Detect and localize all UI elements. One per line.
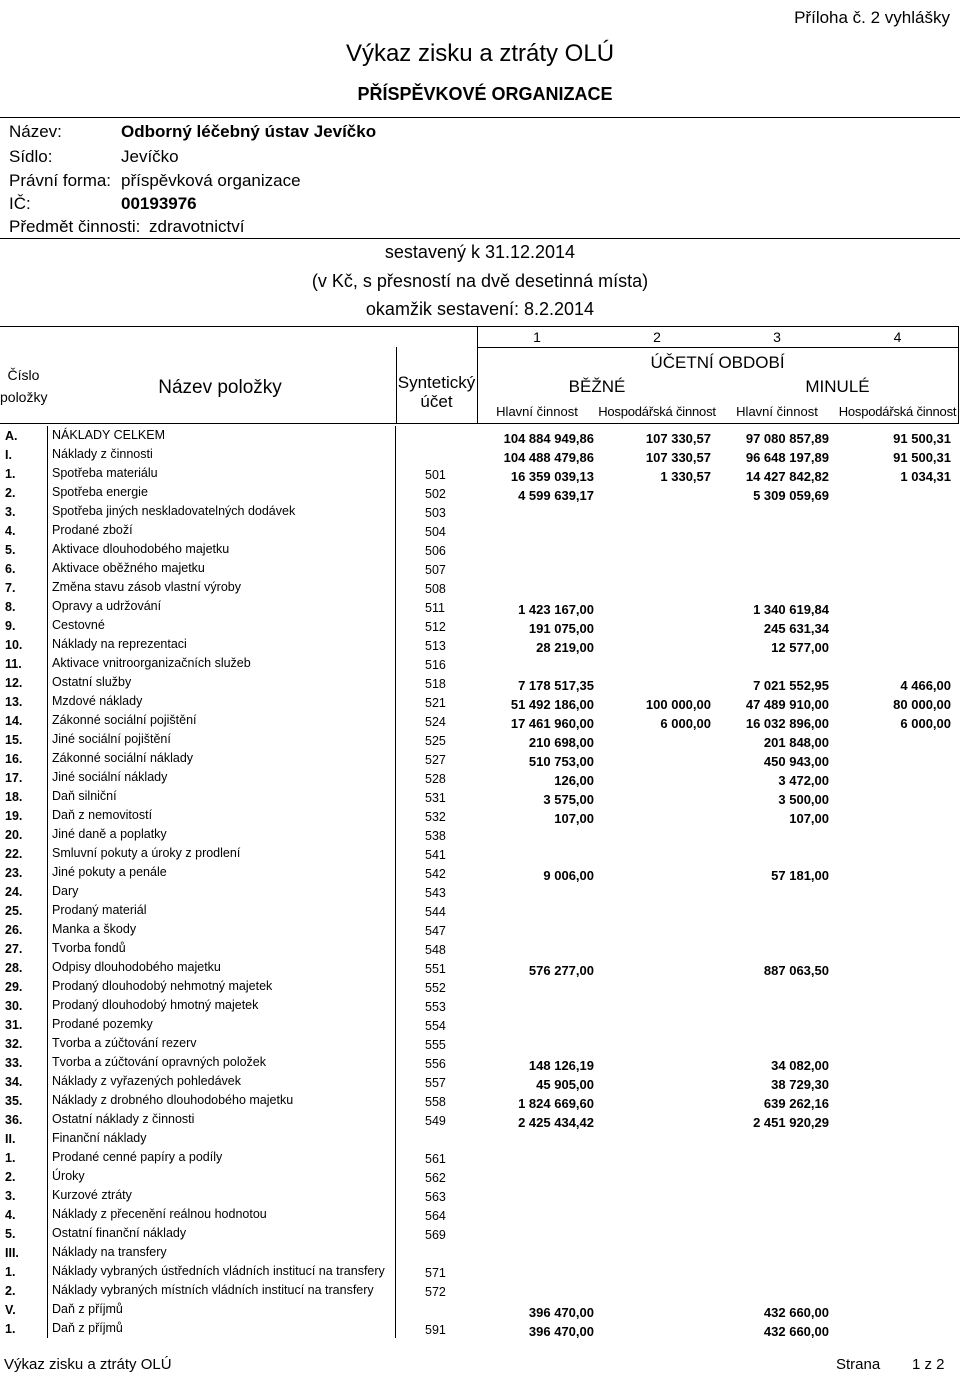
report-subtitle: PŘÍSPĚVKOVÉ ORGANIZACE bbox=[357, 84, 613, 104]
row-number: 31. bbox=[5, 1018, 23, 1032]
table-row bbox=[0, 958, 960, 977]
row-previous-economic: 1 034,31 bbox=[900, 469, 951, 484]
table-row bbox=[0, 1262, 960, 1281]
row-current-main: 2 425 434,42 bbox=[518, 1115, 594, 1130]
row-number: 30. bbox=[5, 999, 23, 1013]
row-name: Náklady z drobného dlouhodobého majetku bbox=[52, 1093, 294, 1107]
table-row bbox=[0, 540, 960, 559]
row-number: 6. bbox=[5, 562, 16, 576]
row-number: 26. bbox=[5, 923, 23, 937]
row-current-main: 7 178 517,35 bbox=[518, 678, 594, 693]
row-name: Aktivace oběžného majetku bbox=[52, 561, 205, 575]
row-name: Dary bbox=[52, 884, 79, 898]
row-account: 541 bbox=[425, 848, 446, 862]
row-name: NÁKLADY CELKEM bbox=[52, 428, 166, 442]
row-name: Náklady vybraných ústředních vládních institucí na transfery bbox=[52, 1264, 385, 1278]
row-account: 557 bbox=[425, 1076, 446, 1090]
row-number: 1. bbox=[5, 467, 16, 481]
org-activity-row bbox=[9, 217, 245, 237]
row-number: 19. bbox=[5, 809, 23, 823]
row-current-economic: 107 330,57 bbox=[645, 431, 711, 446]
row-name: Prodané zboží bbox=[52, 523, 133, 537]
org-activity-label: Předmět činnosti: bbox=[9, 217, 141, 236]
row-number: 22. bbox=[5, 847, 23, 861]
row-account: 563 bbox=[425, 1190, 446, 1204]
row-name: Cestovné bbox=[52, 618, 105, 632]
row-number: 8. bbox=[5, 600, 16, 614]
row-number: 17. bbox=[5, 771, 23, 785]
table-row bbox=[0, 806, 960, 825]
org-activity-value: zdravotnictví bbox=[149, 217, 245, 236]
row-previous-main: 245 631,34 bbox=[763, 621, 829, 636]
table-row bbox=[0, 1015, 960, 1034]
row-number: 4. bbox=[5, 524, 16, 538]
row-name: Jiné pokuty a penále bbox=[52, 865, 167, 879]
table-row bbox=[0, 882, 960, 901]
row-name: Zákonné sociální pojištění bbox=[52, 713, 197, 727]
row-current-main: 210 698,00 bbox=[528, 735, 594, 750]
row-previous-main: 201 848,00 bbox=[763, 735, 829, 750]
row-previous-main: 38 729,30 bbox=[771, 1077, 829, 1092]
table-row bbox=[0, 1243, 960, 1262]
row-previous-main: 887 063,50 bbox=[763, 963, 829, 978]
table-row bbox=[0, 1281, 960, 1300]
row-previous-main: 34 082,00 bbox=[771, 1058, 829, 1073]
row-account: 548 bbox=[425, 943, 446, 957]
row-current-main: 1 824 669,60 bbox=[518, 1096, 594, 1111]
row-number: 1. bbox=[5, 1151, 16, 1165]
row-account: 532 bbox=[425, 810, 446, 824]
footer-title: Výkaz zisku a ztráty OLÚ bbox=[4, 1356, 172, 1373]
row-name: Prodané cenné papíry a podíly bbox=[52, 1150, 223, 1164]
row-account: 547 bbox=[425, 924, 446, 938]
table-row bbox=[0, 559, 960, 578]
row-account: 503 bbox=[425, 506, 446, 520]
footer-page-value: 1 z 2 bbox=[912, 1356, 945, 1373]
row-previous-main: 432 660,00 bbox=[763, 1305, 829, 1320]
col-name-label: Název položky bbox=[158, 377, 282, 398]
row-account: 525 bbox=[425, 734, 446, 748]
row-account: 501 bbox=[425, 468, 446, 482]
row-number: 23. bbox=[5, 866, 23, 880]
row-number: 11. bbox=[5, 657, 22, 671]
row-number: 28. bbox=[5, 961, 23, 975]
row-name: Zákonné sociální náklady bbox=[52, 751, 194, 765]
table-row bbox=[0, 863, 960, 882]
table-row bbox=[0, 445, 960, 464]
col-number-label-2: položky bbox=[0, 389, 48, 405]
row-number: 16. bbox=[5, 752, 23, 766]
row-name: Prodaný dlouhodobý nehmotný majetek bbox=[52, 979, 273, 993]
table-row bbox=[0, 616, 960, 635]
row-current-main: 1 423 167,00 bbox=[518, 602, 594, 617]
col-account-label-2: účet bbox=[420, 392, 453, 411]
table-row bbox=[0, 749, 960, 768]
row-number: 14. bbox=[5, 714, 23, 728]
row-name: Daň z nemovitostí bbox=[52, 808, 153, 822]
previous-period-label: MINULÉ bbox=[805, 377, 870, 396]
row-name: Opravy a udržování bbox=[52, 599, 162, 613]
table-row bbox=[0, 730, 960, 749]
org-name-label: Název: bbox=[9, 122, 62, 141]
row-account: 521 bbox=[425, 696, 446, 710]
row-account: 508 bbox=[425, 582, 446, 596]
row-account: 562 bbox=[425, 1171, 446, 1185]
organization-info bbox=[0, 117, 960, 239]
row-name: Jiné sociální pojištění bbox=[52, 732, 171, 746]
row-name: Změna stavu zásob vlastní výroby bbox=[52, 580, 241, 594]
row-account: 518 bbox=[425, 677, 446, 691]
table-row bbox=[0, 1129, 960, 1148]
row-previous-main: 639 262,16 bbox=[763, 1096, 829, 1111]
row-previous-main: 432 660,00 bbox=[763, 1324, 829, 1339]
col-index-2: 2 bbox=[653, 329, 661, 345]
row-current-main: 28 219,00 bbox=[536, 640, 594, 655]
row-account: 528 bbox=[425, 772, 446, 786]
row-account: 549 bbox=[425, 1114, 446, 1128]
row-name: Prodaný dlouhodobý hmotný majetek bbox=[52, 998, 259, 1012]
org-ic-label: IČ: bbox=[9, 194, 31, 213]
row-account: 512 bbox=[425, 620, 446, 634]
row-account: 551 bbox=[425, 962, 446, 976]
row-number: 2. bbox=[5, 486, 16, 500]
row-name: Náklady z činnosti bbox=[52, 447, 153, 461]
row-number: 25. bbox=[5, 904, 23, 918]
row-account: 561 bbox=[425, 1152, 446, 1166]
table-row bbox=[0, 673, 960, 692]
row-number: 2. bbox=[5, 1170, 16, 1184]
row-previous-main: 1 340 619,84 bbox=[753, 602, 829, 617]
row-name: Jiné daně a poplatky bbox=[52, 827, 167, 841]
row-previous-main: 97 080 857,89 bbox=[745, 431, 829, 446]
row-number: 18. bbox=[5, 790, 23, 804]
row-number: II. bbox=[5, 1132, 16, 1146]
row-number: 24. bbox=[5, 885, 23, 899]
row-previous-main: 5 309 059,69 bbox=[753, 488, 829, 503]
row-account: 531 bbox=[425, 791, 446, 805]
table-row bbox=[0, 1034, 960, 1053]
row-previous-main: 3 472,00 bbox=[778, 773, 829, 788]
row-account: 544 bbox=[425, 905, 446, 919]
row-number: 33. bbox=[5, 1056, 23, 1070]
annex-label: Příloha č. 2 vyhlášky bbox=[794, 8, 950, 27]
row-previous-economic: 80 000,00 bbox=[893, 697, 951, 712]
row-number: 15. bbox=[5, 733, 23, 747]
row-account: 564 bbox=[425, 1209, 446, 1223]
row-account: 571 bbox=[425, 1266, 446, 1280]
row-previous-economic: 4 466,00 bbox=[900, 678, 951, 693]
table-row bbox=[0, 844, 960, 863]
row-name: Náklady vybraných místních vládních institucí na transfery bbox=[52, 1283, 374, 1297]
row-current-economic: 107 330,57 bbox=[645, 450, 711, 465]
org-seat-label: Sídlo: bbox=[9, 147, 53, 166]
org-seat-row bbox=[9, 147, 179, 167]
table-row bbox=[0, 597, 960, 616]
row-number: 13. bbox=[5, 695, 23, 709]
row-name: Aktivace dlouhodobého majetku bbox=[52, 542, 230, 556]
row-number: 10. bbox=[5, 638, 23, 652]
row-account: 504 bbox=[425, 525, 446, 539]
row-number: 9. bbox=[5, 619, 16, 633]
row-number: 3. bbox=[5, 1189, 16, 1203]
org-form-row bbox=[9, 171, 301, 191]
row-name: Tvorba a zúčtování opravných položek bbox=[52, 1055, 267, 1069]
row-number: 3. bbox=[5, 505, 16, 519]
table-row bbox=[0, 1319, 960, 1338]
row-current-main: 3 575,00 bbox=[543, 792, 594, 807]
row-previous-main: 2 451 920,29 bbox=[753, 1115, 829, 1130]
row-account: 542 bbox=[425, 867, 446, 881]
table-row bbox=[0, 635, 960, 654]
row-account: 572 bbox=[425, 1285, 446, 1299]
row-name: Spotřeba jiných neskladovatelných dodávek bbox=[52, 504, 296, 518]
row-name: Tvorba a zúčtování rezerv bbox=[52, 1036, 197, 1050]
row-current-main: 4 599 639,17 bbox=[518, 488, 594, 503]
row-name: Manka a škody bbox=[52, 922, 137, 936]
org-form-label: Právní forma: bbox=[9, 171, 112, 190]
col-index-1: 1 bbox=[533, 329, 541, 345]
org-ic-value: 00193976 bbox=[121, 194, 197, 213]
row-name: Prodané pozemky bbox=[52, 1017, 153, 1031]
table-row bbox=[0, 1224, 960, 1243]
row-previous-main: 107,00 bbox=[789, 811, 829, 826]
row-name: Odpisy dlouhodobého majetku bbox=[52, 960, 221, 974]
row-number: 27. bbox=[5, 942, 23, 956]
row-number: 4. bbox=[5, 1208, 16, 1222]
table-row bbox=[0, 1053, 960, 1072]
row-account: 552 bbox=[425, 981, 446, 995]
row-name: Tvorba fondů bbox=[52, 941, 126, 955]
row-account: 554 bbox=[425, 1019, 446, 1033]
table-row bbox=[0, 1186, 960, 1205]
row-account: 506 bbox=[425, 544, 446, 558]
row-previous-main: 47 489 910,00 bbox=[745, 697, 829, 712]
row-account: 516 bbox=[425, 658, 446, 672]
col-account-label-1: Syntetický bbox=[397, 373, 476, 392]
row-number: 34. bbox=[5, 1075, 23, 1089]
row-name: Ostatní náklady z činnosti bbox=[52, 1112, 195, 1126]
row-name: Kurzové ztráty bbox=[52, 1188, 132, 1202]
row-current-main: 9 006,00 bbox=[543, 868, 594, 883]
row-current-main: 148 126,19 bbox=[528, 1058, 594, 1073]
footer-page-label: Strana bbox=[836, 1356, 881, 1373]
row-name: Smluvní pokuty a úroky z prodlení bbox=[52, 846, 241, 860]
org-ic-row bbox=[9, 194, 197, 214]
table-row bbox=[0, 464, 960, 483]
row-number: A. bbox=[5, 429, 18, 443]
row-current-main: 104 884 949,86 bbox=[503, 431, 594, 446]
row-account: 502 bbox=[425, 487, 446, 501]
col-index-4: 4 bbox=[893, 329, 902, 345]
table-row bbox=[0, 578, 960, 597]
table-row bbox=[0, 1167, 960, 1186]
table-row bbox=[0, 1072, 960, 1091]
row-name: Finanční náklady bbox=[52, 1131, 147, 1145]
table-row bbox=[0, 711, 960, 730]
row-current-main: 51 492 186,00 bbox=[510, 697, 594, 712]
row-number: 12. bbox=[5, 676, 23, 690]
row-name: Spotřeba energie bbox=[52, 485, 148, 499]
row-previous-main: 16 032 896,00 bbox=[745, 716, 829, 731]
row-account: 569 bbox=[425, 1228, 446, 1242]
row-current-economic: 100 000,00 bbox=[645, 697, 711, 712]
row-account: 558 bbox=[425, 1095, 446, 1109]
row-previous-main: 57 181,00 bbox=[771, 868, 829, 883]
row-number: 5. bbox=[5, 1227, 16, 1241]
row-current-main: 107,00 bbox=[554, 811, 594, 826]
row-name: Spotřeba materiálu bbox=[52, 466, 158, 480]
compile-moment: okamžik sestavení: 8.2.2014 bbox=[365, 299, 595, 319]
row-name: Ostatní služby bbox=[52, 675, 132, 689]
row-current-main: 45 905,00 bbox=[536, 1077, 594, 1092]
current-main-activity: Hlavní činnost bbox=[496, 404, 578, 419]
col-number-label-1: Číslo bbox=[7, 367, 40, 383]
row-previous-main: 12 577,00 bbox=[771, 640, 829, 655]
table-row bbox=[0, 1300, 960, 1319]
row-name: Náklady na transfery bbox=[52, 1245, 167, 1259]
org-form-value: příspěvková organizace bbox=[121, 171, 301, 190]
current-period-label: BĚŽNÉ bbox=[568, 377, 626, 396]
row-account: 543 bbox=[425, 886, 446, 900]
table-row bbox=[0, 901, 960, 920]
row-name: Náklady z přecenění reálnou hodnotou bbox=[52, 1207, 267, 1221]
row-previous-main: 7 021 552,95 bbox=[753, 678, 829, 693]
row-name: Jiné sociální náklady bbox=[52, 770, 168, 784]
org-seat-value: Jevíčko bbox=[121, 147, 179, 166]
row-number: 1. bbox=[5, 1265, 16, 1279]
row-account: 556 bbox=[425, 1057, 446, 1071]
row-previous-main: 450 943,00 bbox=[763, 754, 829, 769]
row-number: 7. bbox=[5, 581, 16, 595]
table-row bbox=[0, 1205, 960, 1224]
row-number: 29. bbox=[5, 980, 23, 994]
row-number: 20. bbox=[5, 828, 23, 842]
row-account: 524 bbox=[425, 715, 446, 729]
row-current-main: 396 470,00 bbox=[528, 1305, 594, 1320]
row-name: Náklady z vyřazených pohledávek bbox=[52, 1074, 241, 1088]
table-row bbox=[0, 977, 960, 996]
row-number: V. bbox=[5, 1303, 16, 1317]
row-number: III. bbox=[5, 1246, 19, 1260]
row-current-main: 16 359 039,13 bbox=[510, 469, 594, 484]
statement-rows bbox=[0, 426, 960, 1338]
row-name: Ostatní finanční náklady bbox=[52, 1226, 187, 1240]
org-name-value: Odborný léčebný ústav Jevíčko bbox=[121, 122, 377, 141]
row-previous-economic: 91 500,31 bbox=[893, 431, 951, 446]
row-previous-economic: 6 000,00 bbox=[900, 716, 951, 731]
table-row bbox=[0, 996, 960, 1015]
row-account: 507 bbox=[425, 563, 446, 577]
row-account: 527 bbox=[425, 753, 446, 767]
table-row bbox=[0, 654, 960, 673]
row-number: 5. bbox=[5, 543, 16, 557]
row-account: 555 bbox=[425, 1038, 446, 1052]
row-name: Úroky bbox=[52, 1169, 85, 1183]
current-economic-activity: Hospodářská činnost bbox=[598, 404, 716, 419]
table-row bbox=[0, 787, 960, 806]
row-current-economic: 1 330,57 bbox=[660, 469, 711, 484]
table-row bbox=[0, 1110, 960, 1129]
row-account: 591 bbox=[425, 1323, 446, 1337]
row-account: 553 bbox=[425, 1000, 446, 1014]
row-current-main: 191 075,00 bbox=[528, 621, 594, 636]
table-row bbox=[0, 825, 960, 844]
row-number: 32. bbox=[5, 1037, 23, 1051]
row-current-main: 576 277,00 bbox=[528, 963, 594, 978]
row-number: 2. bbox=[5, 1284, 16, 1298]
table-header bbox=[0, 326, 959, 424]
row-current-main: 104 488 479,86 bbox=[503, 450, 594, 465]
row-current-main: 396 470,00 bbox=[528, 1324, 594, 1339]
row-previous-main: 3 500,00 bbox=[778, 792, 829, 807]
previous-main-activity: Hlavní činnost bbox=[736, 404, 818, 419]
row-current-main: 126,00 bbox=[554, 773, 594, 788]
row-account: 511 bbox=[425, 601, 445, 615]
table-row bbox=[0, 692, 960, 711]
row-account: 538 bbox=[425, 829, 446, 843]
row-name: Daň z příjmů bbox=[52, 1321, 123, 1335]
row-current-main: 17 461 960,00 bbox=[510, 716, 594, 731]
row-name: Daň z příjmů bbox=[52, 1302, 123, 1316]
col-index-3: 3 bbox=[773, 329, 781, 345]
table-row bbox=[0, 521, 960, 540]
row-previous-economic: 91 500,31 bbox=[893, 450, 951, 465]
table-row bbox=[0, 502, 960, 521]
org-name-row bbox=[9, 122, 377, 142]
period-label: ÚČETNÍ OBDOBÍ bbox=[650, 353, 785, 372]
row-number: 1. bbox=[5, 1322, 16, 1336]
table-row bbox=[0, 768, 960, 787]
table-row bbox=[0, 920, 960, 939]
row-name: Náklady na reprezentaci bbox=[52, 637, 187, 651]
table-row bbox=[0, 1148, 960, 1167]
row-current-main: 510 753,00 bbox=[528, 754, 594, 769]
compiled-date: sestavený k 31.12.2014 bbox=[384, 242, 576, 262]
row-name: Prodaný materiál bbox=[52, 903, 147, 917]
row-previous-main: 14 427 842,82 bbox=[745, 469, 829, 484]
row-name: Daň silniční bbox=[52, 789, 117, 803]
previous-economic-activity: Hospodářská činnost bbox=[838, 404, 957, 419]
row-number: I. bbox=[5, 448, 12, 462]
row-previous-main: 96 648 197,89 bbox=[745, 450, 829, 465]
precision-note: (v Kč, s přesností na dvě desetinná místa) bbox=[311, 271, 649, 291]
table-row bbox=[0, 426, 960, 445]
row-current-economic: 6 000,00 bbox=[660, 716, 711, 731]
row-number: 35. bbox=[5, 1094, 23, 1108]
table-row bbox=[0, 483, 960, 502]
row-name: Aktivace vnitroorganizačních služeb bbox=[52, 656, 251, 670]
row-name: Mzdové náklady bbox=[52, 694, 143, 708]
row-account: 513 bbox=[425, 639, 446, 653]
row-number: 36. bbox=[5, 1113, 23, 1127]
table-row bbox=[0, 939, 960, 958]
table-row bbox=[0, 1091, 960, 1110]
report-title: Výkaz zisku a ztráty OLÚ bbox=[345, 40, 615, 67]
